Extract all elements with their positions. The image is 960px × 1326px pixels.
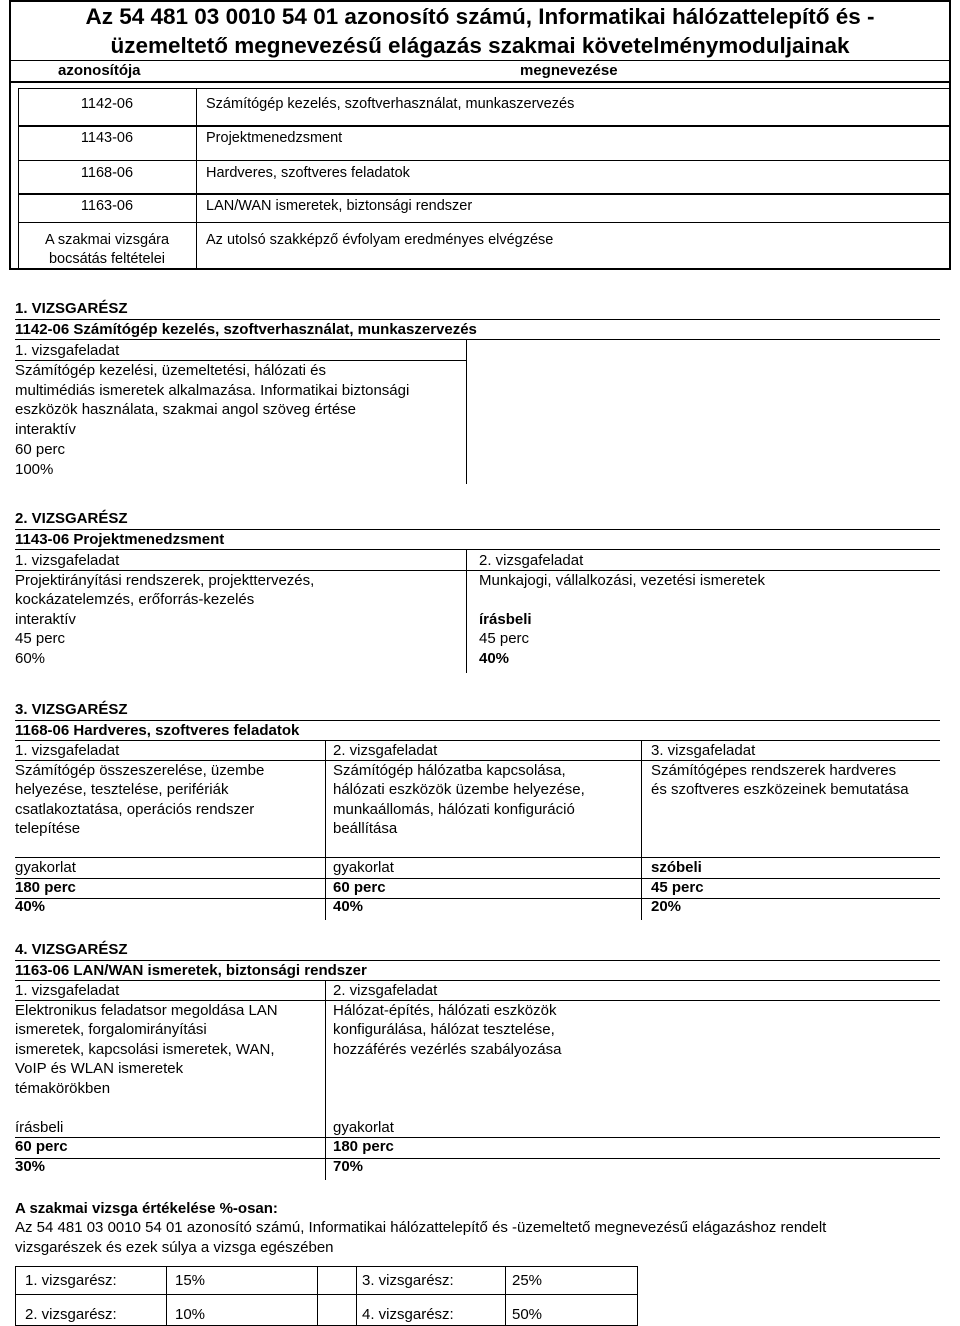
part-2-heading: 2. VIZSGARÉSZ <box>15 510 128 527</box>
exam-condition-label: A szakmai vizsgára bocsátás feltételei <box>44 232 170 267</box>
eval-row-2-value-1: 10% <box>175 1306 206 1323</box>
part-3-module: 1168-06 Hardveres, szoftveres feladatok <box>15 722 300 739</box>
evaluation-text: Az 54 481 03 0010 54 01 azonosító számú, Informatikai hálózattelepítő és -üzemeltető megnevezésű elágazáshoz rendelt vizsgarészek és ezek súlya a vizsga egészében <box>15 1219 827 1256</box>
eval-row-1-label-2: 3. vizsgarész: <box>362 1272 454 1289</box>
part-4-task-2: 2. vizsgafeladat Hálózat-építés, hálózati eszközök konfigurálása, hálózat tesztelése, hozzáférés vezérlés szabályozása gyakorlat 180 perc 70% <box>333 982 562 1175</box>
exam-condition-value: Az utolsó szakképző évfolyam eredményes elvégzése <box>206 232 554 248</box>
title-line-2: üzemeltető megnevezésű elágazás szakmai követelménymoduljainak <box>110 33 850 58</box>
part-1-task-desc: Számítógép kezelési, üzemeltetési, hálózati és multimédiás ismeretek alkalmazása. Informatikai biztonsági eszközök használata, szakmai angol szöveg értése interaktív 60 perc 100% <box>15 362 410 478</box>
part-1-weight: 100% <box>15 460 54 478</box>
part-2-module: 1143-06 Projektmenedzsment <box>15 531 225 548</box>
evaluation-heading: A szakmai vizsga értékelése %-osan: <box>15 1200 278 1217</box>
eval-row-2-label-2: 4. vizsgarész: <box>362 1306 454 1323</box>
eval-row-1-value-2: 25% <box>512 1272 543 1289</box>
part-4-module: 1163-06 LAN/WAN ismeretek, biztonsági rendszer <box>15 962 367 979</box>
eval-row-2-label-1: 2. vizsgarész: <box>25 1306 117 1323</box>
part-2-task-1: 1. vizsgafeladat Projektirányítási rendszerek, projekttervezés, kockázatelemzés, erőforrás-kezelés interaktív 45 perc 60% <box>15 552 315 667</box>
part-1-type: interaktív <box>15 421 76 439</box>
part-3-task-2: 2. vizsgafeladat Számítógép hálózatba kapcsolása, hálózati eszközök üzembe helyezése, munkaállomás, hálózati konfiguráció beállítása gyakorlat 60 perc 40% <box>333 742 585 915</box>
part-2-task-2: 2. vizsgafeladat Munkajogi, vállalkozási, vezetési ismeretek írásbeli 45 perc 40% <box>479 552 765 667</box>
module-row-2-name: Projektmenedzsment <box>206 130 343 146</box>
module-row-3-name: Hardveres, szoftveres feladatok <box>206 165 410 181</box>
part-3-task-3: 3. vizsgafeladat Számítógépes rendszerek hardveres és szoftveres eszközeinek bemutatása szóbeli 45 perc 20% <box>651 742 909 915</box>
part-3-task-1: 1. vizsgafeladat Számítógép összeszerelése, üzembe helyezése, tesztelése, perifériák csatlakoztatása, operációs rendszer telepítése gyakorlat 180 perc 40% <box>15 742 265 915</box>
module-row-1-id: 1142-06 <box>80 96 134 112</box>
part-4-task-1: 1. vizsgafeladat Elektronikus feladatsor megoldása LAN ismeretek, forgalomirányítási ismeretek, kapcsolási ismeretek, WAN, VoIP és WLAN ismeretek témakörökben írásbeli 60 perc 30% <box>15 982 278 1175</box>
module-name-header: megnevezése <box>520 62 618 79</box>
eval-row-1-label-1: 1. vizsgarész: <box>25 1272 117 1289</box>
module-row-3-id: 1168-06 <box>80 165 134 181</box>
part-1-module: 1142-06 Számítógép kezelés, szoftverhasználat, munkaszervezés <box>15 321 477 338</box>
module-id-header: azonosítója <box>58 62 141 79</box>
module-row-1-name: Számítógép kezelés, szoftverhasználat, munkaszervezés <box>206 96 575 112</box>
document-title <box>10 2 950 60</box>
part-1-heading: 1. VIZSGARÉSZ <box>15 300 128 317</box>
eval-row-2-value-2: 50% <box>512 1306 543 1323</box>
part-4-heading: 4. VIZSGARÉSZ <box>15 941 128 958</box>
part-1-time: 60 perc <box>15 440 66 458</box>
module-row-4-name: LAN/WAN ismeretek, biztonsági rendszer <box>206 198 473 214</box>
module-row-4-id: 1163-06 <box>80 198 134 214</box>
part-1-task-label: 1. vizsgafeladat <box>15 342 120 359</box>
module-row-2-id: 1143-06 <box>80 130 134 146</box>
eval-row-1-value-1: 15% <box>175 1272 206 1289</box>
part-3-heading: 3. VIZSGARÉSZ <box>15 701 128 718</box>
title-line-1: Az 54 481 03 0010 54 01 azonosító számú, Informatikai hálózattelepítő és - <box>85 4 875 29</box>
